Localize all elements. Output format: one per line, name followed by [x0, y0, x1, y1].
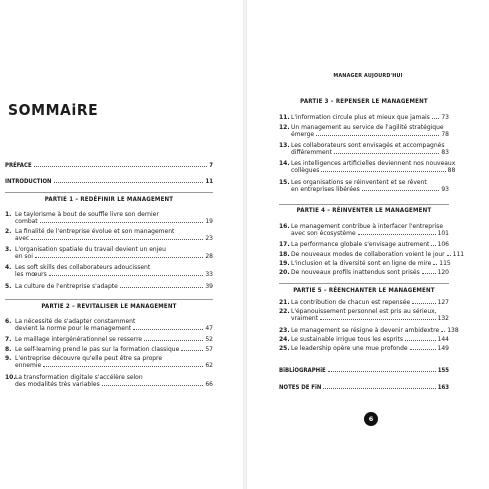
toc-entry-title: La finalité de l'entreprise évolue et son management	[15, 228, 175, 235]
toc-entry-number: 7.	[5, 336, 12, 343]
dot-leader	[144, 340, 203, 341]
dot-leader	[31, 239, 203, 240]
toc-entry-title: Les collaborateurs sont envisagés et accompagnés	[291, 142, 445, 149]
toc-entry-line	[291, 142, 449, 149]
toc-entry-number: 5.	[5, 283, 12, 290]
toc-entry-line	[15, 355, 213, 362]
toc-entry-title: vraiment	[291, 315, 319, 323]
toc-entry-number: 2.	[5, 228, 12, 235]
toc-entry-number: 10.	[5, 374, 16, 381]
toc-entry[interactable]	[279, 260, 449, 267]
dot-leader	[43, 366, 203, 367]
toc-entry-line	[291, 251, 464, 258]
dot-leader	[320, 319, 435, 320]
toc-entry-title: Le management contribue à interfacer l'entreprise	[291, 223, 444, 230]
toc-entry-title: en entreprises libérées	[291, 186, 360, 194]
toc-entry-line	[291, 336, 449, 343]
toc-entry-body	[15, 346, 213, 353]
toc-entry-number: 1.	[5, 211, 12, 218]
toc-introduction-page: 11	[205, 178, 213, 185]
toc-entry-number: 11.	[279, 114, 290, 121]
toc-entry-page: 120	[437, 269, 449, 276]
toc-entry-body	[15, 246, 213, 260]
toc-entry-page: 101	[437, 230, 449, 238]
toc-entry[interactable]	[279, 308, 449, 322]
toc-entry-number: 3.	[5, 246, 12, 253]
toc-entry-page: 132	[437, 315, 449, 323]
toc-entry[interactable]	[5, 228, 213, 242]
toc-entry-body	[291, 179, 449, 193]
toc-entry-line	[15, 346, 213, 353]
dot-leader	[323, 388, 435, 389]
toc-entry-title: L'information circule plus et mieux que jamais	[291, 114, 430, 121]
toc-entry-body	[15, 264, 213, 278]
toc-entry-line	[15, 253, 213, 260]
part-heading: PARTIE 2 – REVITALISER LE MANAGEMENT	[41, 303, 177, 310]
toc-entry-page: 28	[205, 253, 213, 261]
toc-entry-title: L'inclusion et la diversité sont en ligne de mire	[291, 260, 432, 267]
toc-entry-line	[15, 283, 213, 290]
toc-entry-title: ennemie	[15, 362, 42, 370]
toc-entry-line	[291, 230, 449, 237]
toc-entry-number: 13.	[279, 142, 290, 149]
toc-entry-page: 33	[205, 271, 213, 279]
toc-entry-title: La culture de l'entreprise s'adapte	[15, 283, 118, 290]
toc-bibliography-label: BiBLiOGRAPHiE	[279, 367, 326, 374]
toc-entry[interactable]	[279, 269, 449, 276]
toc-entry[interactable]	[279, 336, 449, 343]
toc-entry-number: 18.	[279, 251, 290, 258]
toc-entry-body	[15, 336, 213, 343]
toc-entry-line	[291, 186, 449, 193]
toc-entry[interactable]	[279, 223, 449, 237]
toc-entry-number: 15.	[279, 179, 290, 186]
toc-bibliography[interactable]	[279, 367, 449, 374]
toc-entry-line	[291, 269, 449, 276]
dot-leader	[433, 264, 437, 265]
toc-entry-title: Les organisations se réinventent et se rêvent	[291, 179, 427, 186]
toc-entry-line	[291, 299, 449, 306]
dot-leader	[34, 166, 208, 167]
toc-entry-line	[15, 271, 213, 278]
section-rule	[279, 204, 449, 205]
toc-entry-body	[291, 241, 449, 248]
toc-entry-page: 19	[205, 218, 213, 226]
toc-entry-line	[291, 260, 451, 267]
toc-entry-line	[291, 114, 449, 121]
toc-entry-line	[15, 318, 213, 325]
toc-entry-page: 83	[441, 149, 449, 157]
toc-entry-page: 88	[447, 167, 456, 175]
toc-entry-line	[291, 131, 449, 138]
toc-entry-body	[291, 299, 449, 306]
part-heading: PARTIE 4 – RÉINVENTER LE MANAGEMENT	[296, 207, 432, 214]
toc-entry-number: 17.	[279, 241, 290, 248]
toc-entry-body	[15, 355, 213, 369]
toc-entry-page: 138	[447, 327, 459, 334]
toc-entry-body	[15, 211, 213, 225]
toc-entry-body	[291, 142, 449, 156]
toc-entry-page: 149	[437, 345, 449, 352]
toc-entry-line	[15, 218, 213, 225]
toc-entry-title: De nouveaux profils inattendus sont prisés	[291, 269, 420, 276]
toc-entry-title: Le taylorisme à bout de souffle livre son dernier	[15, 211, 159, 218]
toc-entry[interactable]	[279, 251, 465, 258]
dot-leader	[422, 273, 436, 274]
toc-entry-title: Le leadership opère une mue profonde	[291, 345, 408, 352]
toc-entry[interactable]	[5, 283, 213, 290]
toc-entry-page: 127	[437, 299, 449, 306]
toc-entry-line	[15, 374, 213, 381]
toc-entry-page: 47	[205, 325, 213, 333]
toc-entry-title: Les soft skills des collaborateurs adoucissent	[15, 264, 151, 271]
part-heading: PARTIE 5 – RÉENCHANTER LE MANAGEMENT	[293, 287, 435, 294]
dot-leader	[432, 118, 440, 119]
toc-entry[interactable]	[5, 336, 213, 343]
toc-entry-body	[291, 124, 449, 138]
toc-entry-title: collègues	[291, 167, 320, 175]
toc-entry-line	[291, 149, 449, 156]
toc-entry[interactable]	[279, 299, 449, 306]
toc-entry-line	[291, 167, 455, 174]
part-heading: PARTIE 3 – REPENSER LE MANAGEMENT	[300, 98, 428, 105]
toc-entry-page: 78	[441, 131, 449, 139]
dot-leader	[328, 371, 436, 372]
toc-entry-line	[15, 362, 213, 369]
toc-entry-line	[15, 228, 213, 235]
toc-entry-line	[15, 381, 213, 388]
toc-entry-number: 4.	[5, 264, 12, 271]
toc-preface-page: 7	[209, 162, 213, 169]
toc-entry[interactable]	[279, 124, 449, 138]
toc-entry-line	[15, 235, 213, 242]
toc-preface-label: PRÉFACE	[5, 162, 32, 169]
toc-entry-page: 62	[205, 362, 213, 370]
toc-entry-body	[291, 345, 449, 352]
toc-entry-line	[291, 308, 449, 315]
toc-entry-title: Un management au service de l'agilité stratégique	[291, 124, 444, 131]
dot-leader	[35, 257, 203, 258]
toc-entry-page: 115	[439, 260, 451, 267]
toc-entry-number: 14.	[279, 160, 290, 167]
toc-entry-body	[291, 327, 459, 334]
toc-entry-line	[291, 327, 459, 334]
toc-entry-line	[291, 223, 449, 230]
toc-introduction-label: INTRODUCTION	[5, 178, 52, 185]
toc-entry-title: De nouveaux modes de collaboration voient le jour	[291, 251, 445, 258]
toc-entry-body	[291, 223, 449, 237]
toc-notes[interactable]	[279, 384, 449, 391]
toc-entry-title: émerge	[291, 131, 315, 139]
section-rule	[279, 283, 449, 284]
toc-entry[interactable]	[279, 327, 459, 334]
toc-entry-line	[291, 160, 455, 167]
dot-leader	[412, 303, 435, 304]
toc-entry[interactable]	[5, 355, 213, 369]
toc-entry-line	[291, 345, 449, 352]
dot-leader	[133, 329, 203, 330]
dot-leader	[181, 350, 203, 351]
toc-entry-body	[15, 228, 213, 242]
toc-notes-page: 163	[437, 384, 449, 391]
toc-entry-title: avec son écosystème	[291, 230, 356, 238]
dot-leader	[362, 190, 440, 191]
toc-entry-title: avec	[15, 235, 30, 243]
toc-bibliography-page: 155	[437, 367, 449, 374]
toc-entry-title: différemment	[291, 149, 332, 157]
toc-entry[interactable]	[5, 246, 213, 260]
toc-entry-title: La performance globale s'envisage autrement	[291, 241, 430, 248]
toc-entry-line	[15, 246, 213, 253]
dot-leader	[358, 234, 436, 235]
dot-leader	[410, 349, 436, 350]
page-title: SOMMAiRE	[8, 101, 99, 119]
toc-entry-body	[15, 283, 213, 290]
toc-entry-line	[291, 241, 449, 248]
toc-entry-page: 93	[441, 186, 449, 194]
toc-entry[interactable]	[5, 346, 213, 353]
toc-entry-body	[15, 374, 213, 388]
toc-entry-page: 66	[205, 381, 213, 389]
toc-entry-title: Le maillage intergénérationnel se resserre	[15, 336, 143, 343]
dot-leader	[405, 340, 436, 341]
toc-entry[interactable]	[5, 318, 213, 332]
toc-entry-body	[291, 269, 449, 276]
toc-entry-body	[291, 336, 449, 343]
dot-leader	[441, 331, 445, 332]
toc-entry-title: combat	[15, 218, 38, 226]
toc-introduction[interactable]	[5, 178, 213, 185]
dot-leader	[54, 182, 204, 183]
toc-entry[interactable]	[5, 374, 213, 388]
toc-entry-title: devient la norme pour le management	[15, 325, 132, 333]
dot-leader	[334, 153, 439, 154]
toc-entry-number: 20.	[279, 269, 290, 276]
toc-entry-number: 23.	[279, 327, 290, 334]
toc-entry[interactable]	[279, 114, 449, 121]
toc-entry-title: L'organisation spatiale du travail devient un enjeu	[15, 246, 166, 253]
toc-entry-number: 9.	[5, 355, 12, 362]
toc-entry-page: 106	[437, 241, 449, 248]
toc-entry[interactable]	[5, 211, 213, 225]
toc-entry-title: La nécessité de s'adapter constamment	[15, 318, 136, 325]
left-page	[0, 0, 243, 489]
toc-entry-title: Le management se résigne à devenir ambidextre	[291, 327, 440, 334]
toc-entry-page: 52	[205, 336, 213, 343]
toc-entry-line	[15, 336, 213, 343]
toc-entry-line	[15, 264, 213, 271]
toc-entry-body	[291, 251, 464, 258]
dot-leader	[321, 171, 445, 172]
toc-entry-title: en soi	[15, 253, 33, 261]
toc-entry[interactable]	[279, 142, 449, 156]
running-head: MANAGER AUJOURD'HUI	[333, 73, 403, 79]
toc-entry[interactable]	[279, 345, 449, 352]
toc-entry[interactable]	[279, 241, 449, 248]
section-rule	[5, 299, 213, 300]
toc-entry-title: La contribution de chacun est repensée	[291, 299, 411, 306]
section-rule	[5, 192, 213, 193]
toc-entry-line	[291, 315, 449, 322]
toc-entry-number: 22.	[279, 308, 290, 315]
toc-entry-number: 25.	[279, 345, 290, 352]
right-page	[247, 0, 489, 489]
toc-entry-number: 19.	[279, 260, 290, 267]
toc-entry-title: Le sustainable irrigue tous les esprits	[291, 336, 404, 343]
toc-entry-title: L'entreprise découvre qu'elle peut être sa propre	[15, 355, 163, 362]
toc-entry-line	[291, 179, 449, 186]
toc-preface[interactable]	[5, 162, 213, 169]
toc-entry-page: 39	[205, 283, 213, 290]
toc-entry-page: 23	[205, 235, 213, 243]
toc-entry-number: 8.	[5, 346, 12, 353]
dot-leader	[49, 275, 204, 276]
toc-entry-line	[15, 325, 213, 332]
part-heading: PARTIE 1 – REDÉFINIR LE MANAGEMENT	[44, 196, 174, 203]
toc-entry-body	[291, 114, 449, 121]
toc-entry-line	[291, 124, 449, 131]
toc-entry-number: 6.	[5, 318, 12, 325]
page-number-badge: 6	[364, 412, 378, 426]
toc-entry-body	[291, 160, 455, 174]
dot-leader	[102, 385, 204, 386]
toc-entry[interactable]	[5, 264, 213, 278]
toc-entry-line	[15, 211, 213, 218]
toc-entry-title: Les intelligences artificielles deviennent nos nouveaux	[291, 160, 456, 167]
toc-entry-body	[291, 308, 449, 322]
toc-entry-title: les mœurs	[15, 271, 47, 279]
toc-entry-number: 12.	[279, 124, 290, 131]
toc-entry-title: des modalités très variables	[15, 381, 100, 389]
toc-entry[interactable]	[279, 179, 449, 193]
toc-entry-page: 111	[452, 251, 465, 258]
toc-entry-body	[291, 260, 451, 267]
toc-entry-page: 57	[205, 346, 213, 353]
toc-entry-title: L'épanouissement personnel est pris au sérieux,	[291, 308, 437, 315]
toc-entry-page: 73	[441, 114, 449, 121]
toc-entry-number: 21.	[279, 299, 290, 306]
toc-entry[interactable]	[279, 160, 456, 175]
toc-entry-title: La transformation digitale s'accélère selon	[15, 374, 143, 381]
dot-leader	[316, 135, 439, 136]
dot-leader	[431, 245, 435, 246]
toc-entry-body	[15, 318, 213, 332]
toc-notes-label: NOTES DE FiN	[279, 384, 322, 391]
toc-entry-number: 24.	[279, 336, 290, 343]
dot-leader	[447, 255, 451, 256]
toc-entry-number: 16.	[279, 223, 290, 230]
dot-leader	[120, 287, 204, 288]
toc-entry-title: Le self-learning prend le pas sur la formation classique	[15, 346, 180, 353]
toc-entry-page: 144	[437, 336, 449, 343]
dot-leader	[40, 222, 204, 223]
